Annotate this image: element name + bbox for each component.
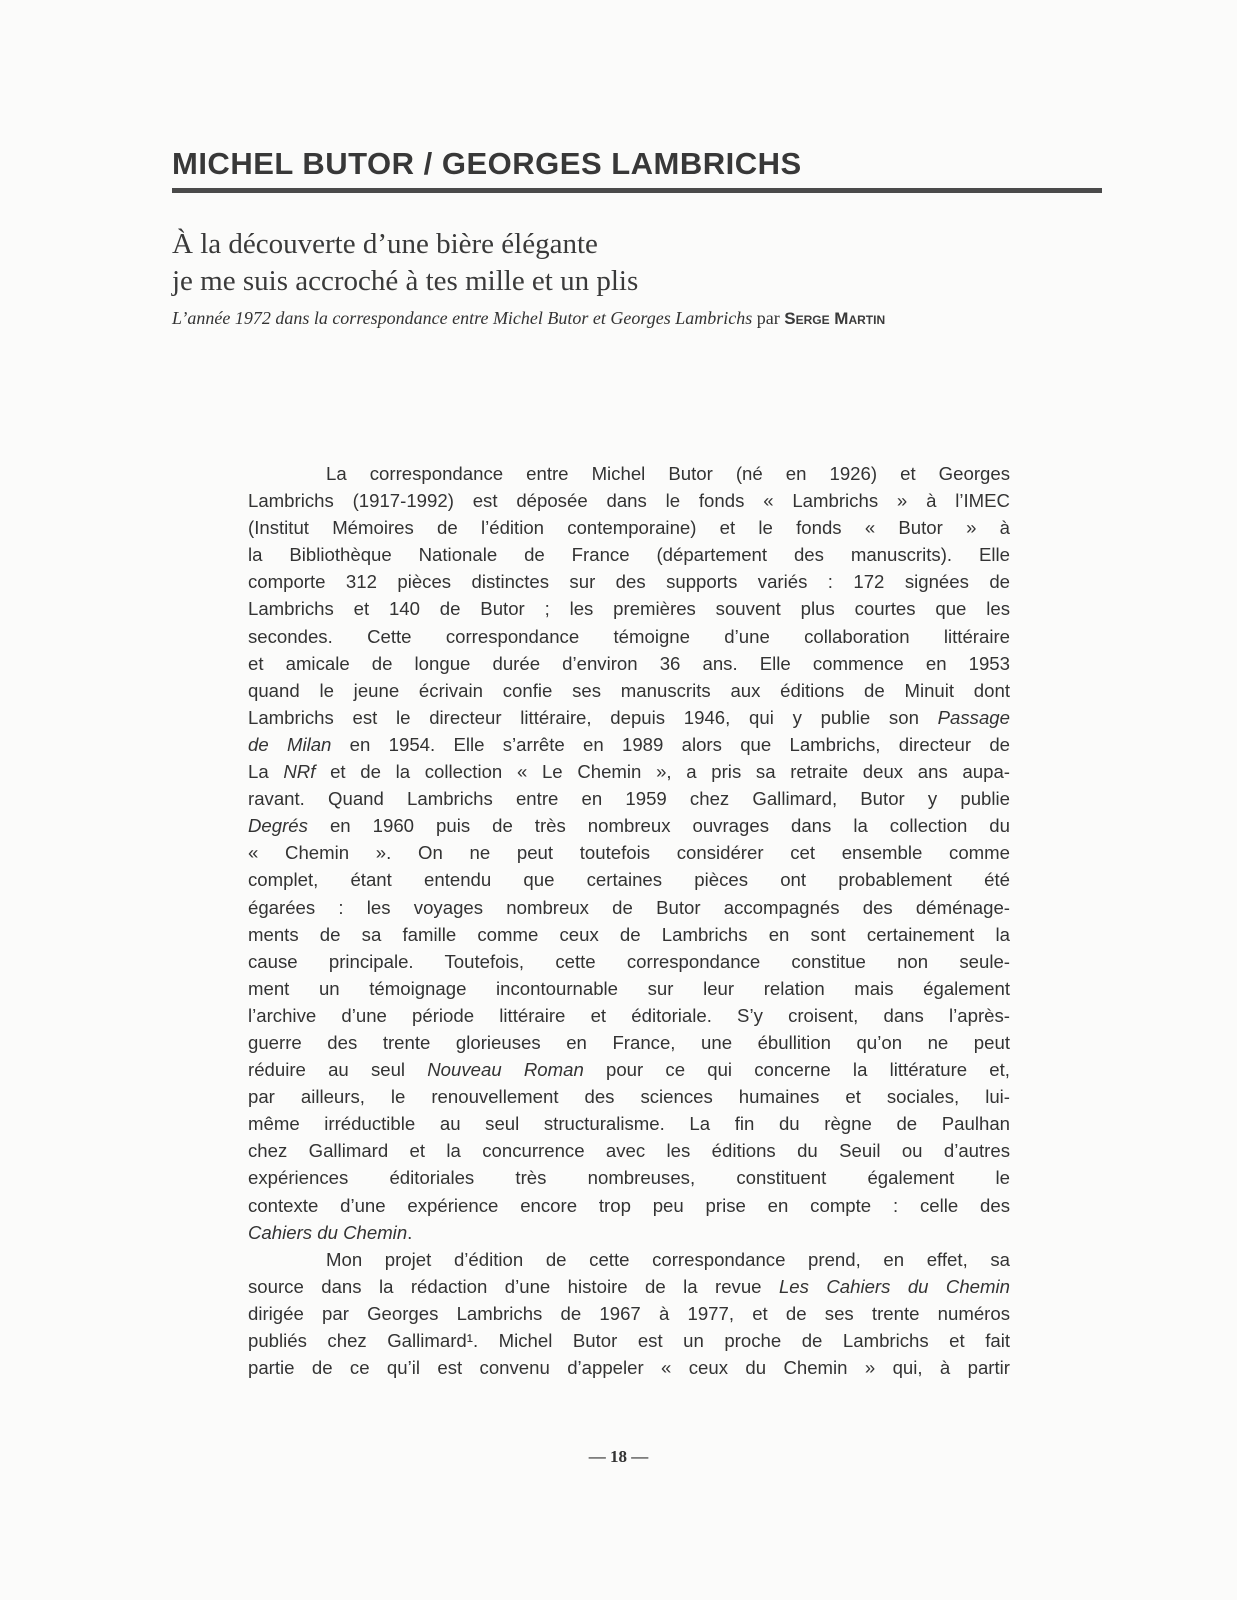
- text-segment: pour ce qui concerne la littérature et,: [583, 1059, 1010, 1081]
- text-line: [248, 1219, 1010, 1246]
- text-segment: chez Gallimard et la concurrence avec les éditions du Seuil ou d’autres: [248, 1140, 1010, 1162]
- italic-text: NRf: [283, 761, 316, 783]
- italic-text: Les Cahiers du Chemin: [778, 1275, 1010, 1297]
- text-segment: (Institut Mémoires de l’édition contemporaine) et le fonds « Butor » à: [248, 517, 1010, 539]
- text-segment: cause principale. Toutefois, cette correspondance constitue non seule-: [248, 950, 1010, 972]
- article-title: MICHEL BUTOR / GEORGES LAMBRICHS: [172, 146, 802, 181]
- text-line: [248, 1110, 1010, 1137]
- italic-text: Cahiers du Chemin: [248, 1221, 408, 1243]
- text-line: [248, 568, 1010, 595]
- text-segment: réduire au seul: [248, 1059, 428, 1081]
- italic-text: Nouveau Roman: [427, 1059, 584, 1081]
- text-line: [248, 677, 1010, 704]
- text-segment: Lambrichs (1917-1992) est déposée dans le fonds « Lambrichs » à l’IMEC: [248, 490, 1010, 512]
- text-segment: « Chemin ». On ne peut toutefois considérer cet ensemble comme: [248, 842, 1010, 864]
- text-line: [248, 1002, 1010, 1029]
- text-line: [248, 948, 1010, 975]
- subtitle: [172, 308, 1082, 329]
- text-segment: égarées : les voyages nombreux de Butor accompagnés des déménage-: [248, 896, 1010, 918]
- text-segment: source dans la rédaction d’une histoire de la revue: [248, 1275, 779, 1297]
- text-line: [248, 1327, 1010, 1354]
- text-line: [248, 894, 1010, 921]
- text-segment: ments de sa famille comme ceux de Lambrichs en sont certainement la: [248, 923, 1010, 945]
- text-line: [248, 460, 1010, 487]
- text-segment: ravant. Quand Lambrichs entre en 1959 chez Gallimard, Butor y publie: [248, 788, 1010, 810]
- text-segment: complet, étant entendu que certaines pièces ont probablement été: [248, 869, 1010, 891]
- text-line: [248, 487, 1010, 514]
- text-segment: secondes. Cette correspondance témoigne d’une collaboration littéraire: [248, 625, 1010, 647]
- text-line: [248, 731, 1010, 758]
- text-line: [248, 1246, 1010, 1273]
- text-segment: publiés chez Gallimard¹. Michel Butor est un proche de Lambrichs et fait: [248, 1330, 1010, 1351]
- text-segment: même irréductible au seul structuralisme. La fin du règne de Paulhan: [248, 1113, 1010, 1135]
- text-segment: en 1954. Elle s’arrête en 1989 alors que Lambrichs, directeur de: [331, 733, 1011, 755]
- text-line: [248, 1056, 1010, 1083]
- text-line: [248, 812, 1010, 839]
- text-line: [248, 1137, 1010, 1164]
- text-line: [248, 839, 1010, 866]
- text-line: [248, 1354, 1010, 1381]
- text-line: [248, 1083, 1010, 1110]
- text-segment: et amicale de longue durée d’environ 36 ans. Elle commence en 1953: [248, 652, 1010, 674]
- subtitle-text: L’année 1972 dans la correspondance entre Michel Butor et Georges Lambrichs: [172, 308, 753, 328]
- title-rule: [172, 188, 1102, 193]
- text-segment: La correspondance entre Michel Butor (né en 1926) et Georges: [326, 463, 1010, 484]
- epigraph: [172, 226, 638, 300]
- italic-text: Passage: [937, 706, 1010, 728]
- text-line: [248, 1300, 1010, 1327]
- text-line: [248, 785, 1010, 812]
- text-segment: ment un témoignage incontournable sur leur relation mais également: [248, 977, 1010, 999]
- text-segment: la Bibliothèque Nationale de France (département des manuscrits). Elle: [248, 544, 1010, 566]
- text-segment: en 1960 puis de très nombreux ouvrages dans la collection du: [307, 815, 1010, 837]
- text-segment: comporte 312 pièces distinctes sur des supports variés : 172 signées de: [248, 571, 1010, 593]
- text-segment: La: [248, 761, 284, 783]
- italic-text: de Milan: [248, 733, 332, 755]
- text-segment: Lambrichs est le directeur littéraire, depuis 1946, qui y publie son: [248, 706, 938, 728]
- text-segment: expériences éditoriales très nombreuses, constituent également le: [248, 1167, 1010, 1189]
- italic-text: Degrés: [248, 815, 308, 837]
- epigraph-line: je me suis accroché à tes mille et un plis: [172, 265, 639, 297]
- text-segment: Mon projet d’édition de cette correspondance prend, en effet, sa: [326, 1248, 1010, 1270]
- text-line: [248, 704, 1010, 731]
- text-segment: partie de ce qu’il est convenu d’appeler « ceux du Chemin » qui, à partir: [248, 1357, 1010, 1379]
- text-line: [248, 1029, 1010, 1056]
- epigraph-line: À la découverte d’une bière élégante: [172, 228, 598, 260]
- text-segment: guerre des trente glorieuses en France, une ébullition qu’on ne peut: [248, 1031, 1010, 1053]
- text-segment: quand le jeune écrivain confie ses manuscrits aux éditions de Minuit dont: [248, 679, 1010, 701]
- text-line: [248, 1273, 1010, 1300]
- text-line: [248, 921, 1010, 948]
- text-segment: dirigée par Georges Lambrichs de 1967 à 1977, et de ses trente numéros: [248, 1302, 1010, 1324]
- article-body: [248, 460, 1010, 1381]
- text-segment: contexte d’une expérience encore trop peu prise en compte : celle des: [248, 1194, 1010, 1216]
- author-name: Serge Martin: [784, 309, 886, 328]
- text-line: [248, 650, 1010, 677]
- text-line: [248, 866, 1010, 893]
- text-line: [248, 975, 1010, 1002]
- text-line: [248, 1192, 1010, 1219]
- text-line: [248, 1164, 1010, 1191]
- text-segment: et de la collection « Le Chemin », a pris sa retraite deux ans aupa-: [315, 761, 1010, 783]
- text-segment: .: [407, 1221, 413, 1243]
- text-line: [248, 514, 1010, 541]
- page-number: — 18 —: [588, 1447, 649, 1466]
- text-line: [248, 541, 1010, 568]
- text-segment: Lambrichs et 140 de Butor ; les premières souvent plus courtes que les: [248, 598, 1010, 620]
- text-line: [248, 623, 1010, 650]
- byline-prefix: par: [756, 308, 780, 328]
- text-line: [248, 758, 1010, 785]
- text-segment: l’archive d’une période littéraire et éditoriale. S’y croisent, dans l’après-: [248, 1004, 1010, 1026]
- text-line: [248, 595, 1010, 622]
- text-segment: par ailleurs, le renouvellement des sciences humaines et sociales, lui-: [248, 1086, 1010, 1108]
